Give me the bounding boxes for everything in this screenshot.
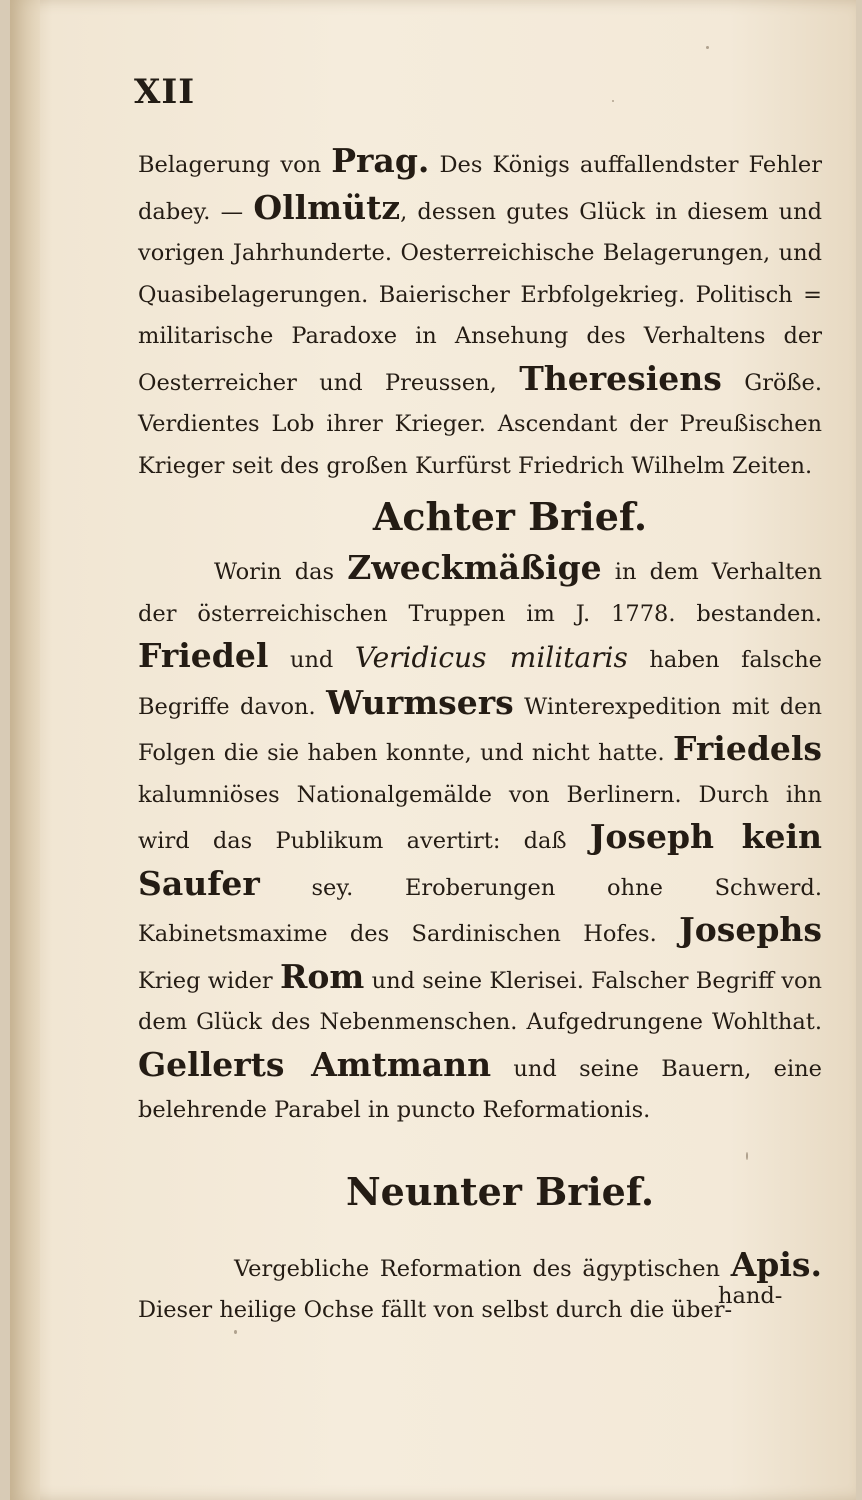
emphasized-word: Theresiens (519, 358, 722, 398)
emphasized-word: Zweckmäßige (347, 548, 602, 587)
text-run: und seine Klerisei. Falscher Begriff von dem Glück des Nebenmenschen. Aufgedrungene Wohlthat. (138, 967, 822, 1035)
catchword: hand- (718, 1283, 783, 1309)
paragraph-letter-8 (138, 547, 822, 1132)
emphasized-word: Prag. (331, 141, 430, 180)
text-run: Winterexpedition mit den Folgen die sie haben konnte, und nicht hatte. (138, 693, 822, 766)
text-run: und seine Bauern, eine belehrende Parabel in puncto Reformationis. (138, 1055, 822, 1123)
emphasized-word: Joseph kein Saufer (138, 817, 822, 903)
emphasized-word: Friedels (673, 729, 822, 768)
letter-heading-9: Neunter Brief. (345, 1168, 655, 1214)
text-run: kalumniöses Nationalgemälde von Berlinern. Durch ihn wird das Publikum avertirt: daß (138, 781, 822, 854)
page-gutter (10, 0, 40, 1500)
text-run: , dessen gutes Glück in diesem und vorigen Jahrhunderte. Oesterreichische Belagerungen, und Quasibelagerungen. Baierischer Erbfolgekrieg. Politisch = militarische Paradoxe in Ansehung des Verhaltens der Oesterreicher und Preussen, (138, 198, 822, 396)
text-run: Belagerung von (138, 152, 332, 178)
page-text (138, 140, 822, 1332)
book-page (10, 0, 856, 1500)
text-run: Dieser heilige Ochse fällt von selbst durch die über- (138, 1297, 733, 1323)
page-number: XII (134, 72, 196, 112)
text-run: Krieg wider (138, 967, 280, 994)
emphasized-word: Wurmsers (326, 682, 514, 722)
italic-title: Veridicus militaris (354, 641, 628, 674)
text-run: in dem Verhalten der österreichischen Truppen im J. 1778. bestanden. (138, 559, 822, 627)
text-run: Worin das (214, 559, 348, 585)
paper-speck (612, 100, 614, 102)
emphasized-word: Ollmütz (253, 187, 401, 227)
text-run: und (268, 647, 355, 673)
paragraph-letter-7-tail (138, 140, 822, 487)
paper-speck (706, 46, 709, 49)
emphasized-word: Rom (279, 956, 365, 996)
text-run: Des Königs auffallendster Fehler dabey. — (138, 152, 823, 225)
text-run: Vergebliche Reformation des ägyptischen (234, 1255, 731, 1282)
emphasized-word: Gellerts Amtmann (138, 1044, 492, 1084)
letter-heading-8: Achter Brief. (372, 494, 648, 539)
text-run: Größe. Verdientes Lob ihrer Krieger. Ascendant der Preußischen Krieger seit des großen Kurfürst Friedrich Wilhelm Zeiten. (138, 369, 822, 479)
text-run: haben falsche Begriffe davon. (138, 647, 822, 720)
emphasized-word: Apis. (730, 1244, 822, 1284)
emphasized-word: Friedel (138, 636, 269, 675)
text-run: sey. Eroberungen ohne Schwerd. Kabinetsmaxime des Sardinischen Hofes. (138, 874, 822, 947)
emphasized-word: Josephs (679, 910, 822, 949)
